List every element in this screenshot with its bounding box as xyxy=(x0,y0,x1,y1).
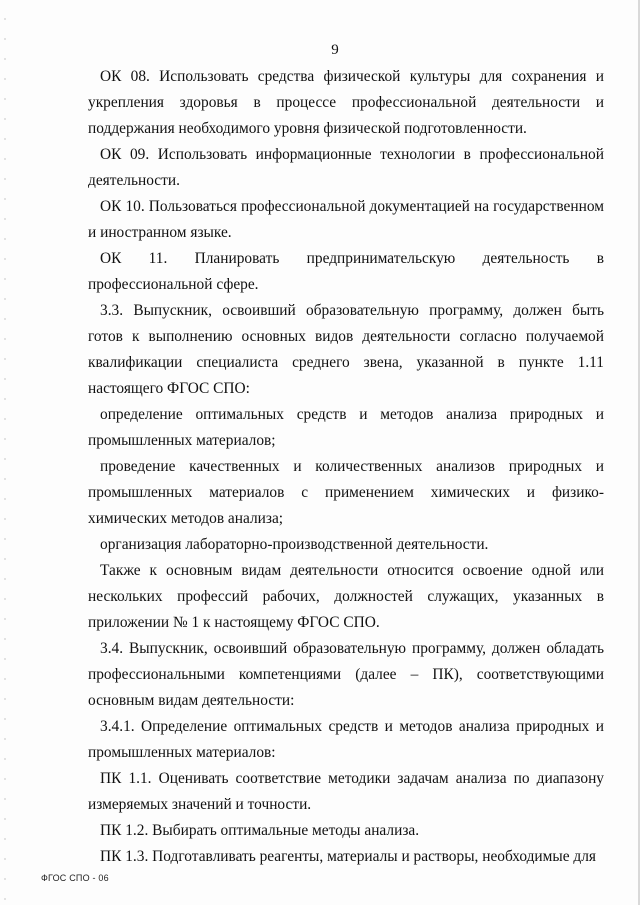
page-number: 9 xyxy=(331,42,339,58)
paragraph-activity-2: проведение качественных и количественных анализов природных и промышленных материалов с применением химических и физико-химических методов анализа; xyxy=(88,458,604,527)
paragraph-pk-1-2: ПК 1.2. Выбирать оптимальные методы анализа. xyxy=(100,822,420,839)
paragraph-worker-professions: Также к основным видам деятельности относится освоение одной или нескольких профессий рабочих, должностей служащих, указанных в приложении № 1 к настоящему ФГОС СПО. xyxy=(88,562,604,631)
paragraph-3-3: 3.3. Выпускник, освоивший образовательную программу, должен быть готов к выполнению основных видов деятельности согласно получаемой квалификации специалиста среднего звена, указанной в пункте 1.11 настоящего ФГОС СПО: xyxy=(88,302,604,397)
paragraph-ok-08: ОК 08. Использовать средства физической культуры для сохранения и укрепления здоровья в процессе профессиональной деятельности и поддержания необходимого уровня физической подготовленности. xyxy=(88,68,604,137)
footer-label: ФГОС СПО - 06 xyxy=(41,873,109,883)
paragraph-pk-1-3: ПК 1.3. Подготавливать реагенты, материалы и растворы, необходимые для xyxy=(100,848,597,865)
paragraph-pk-1-1: ПК 1.1. Оценивать соответствие методики задачам анализа по диапазону измеряемых значений и точности. xyxy=(88,770,604,813)
paragraph-3-4: 3.4. Выпускник, освоивший образовательную программу, должен обладать профессиональными компетенциями (далее – ПК), соответствующими основным видам деятельности: xyxy=(88,640,604,709)
paragraph-3-4-1: 3.4.1. Определение оптимальных средств и методов анализа природных и промышленных материалов: xyxy=(88,718,604,761)
scan-edge-artifact xyxy=(4,0,6,905)
paragraph-ok-10: ОК 10. Пользоваться профессиональной документацией на государственном и иностранном языке. xyxy=(88,198,604,241)
paragraph-ok-11: ОК 11. Планировать предпринимательскую деятельность в профессиональной сфере. xyxy=(88,250,604,293)
paragraph-activity-1: определение оптимальных средств и методов анализа природных и промышленных материалов; xyxy=(88,406,604,449)
document-body xyxy=(88,64,604,870)
paragraph-activity-3: организация лабораторно-производственной деятельности. xyxy=(100,536,489,553)
paragraph-ok-09: ОК 09. Использовать информационные технологии в профессиональной деятельности. xyxy=(88,146,604,189)
